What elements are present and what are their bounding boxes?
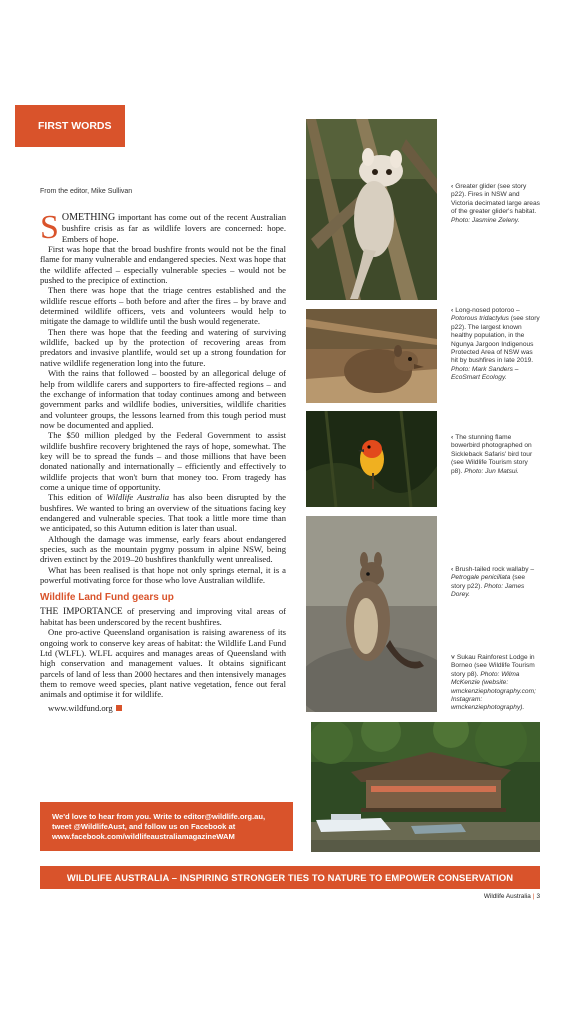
caption-bowerbird	[451, 434, 541, 476]
paragraph-3: Then there was hope that the triage centres established and the wildlife rescue efforts – both before and after the fires – by brave and determined wildlife officers, vets and volunteers would help to mitigate the damage to wildlife until the bush would regenerate.	[40, 285, 286, 327]
magazine-title: Wildlife Australia	[106, 492, 170, 503]
caption-text: (see story p22). The largest known healthy population, in the Ngunya Jargoon Indigenous Protected Area of NSW was hit by bushfires in late 2019.	[451, 315, 540, 365]
flame-bowerbird-photo	[306, 411, 437, 507]
photo-credit: Photo: Wilma McKenzie (website: wmckenziephotography.com; Instagram: wmckenziephotography).	[451, 670, 536, 712]
caption-sukau-lodge	[451, 654, 541, 713]
lead-in: OMETHING	[61, 212, 116, 223]
paragraph-5: With the rains that followed – boosted by an allegorical deluge of help from wildlife carers and supporters to fire-affected regions – and the exchange of information that today continues among and between government parks and wildlife bodies, universities, wildlife charities and volunteer groups, the lessons learned from this tough period must now be documented and applied.	[40, 368, 286, 430]
contact-box: We'd love to hear from you. Write to editor@wildlife.org.au, tweet @WildlifeAust, and follow us on Facebook at www.facebook.com/wildlifeaustraliamagazineWAM	[40, 802, 293, 851]
byline: From the editor, Mike Sullivan	[40, 188, 133, 195]
website-line	[40, 703, 286, 713]
folio-separator: |	[532, 893, 535, 900]
photo-credit: Photo: Jun Matsui.	[464, 467, 519, 475]
caption-rock-wallaby	[451, 566, 541, 600]
chevron-left-icon: ‹	[451, 307, 454, 314]
footer-banner: WILDLIFE AUSTRALIA – INSPIRING STRONGER TIES TO NATURE TO EMPOWER CONSERVATION	[40, 866, 540, 889]
lead-in: THE IMPORTANCE	[40, 606, 123, 617]
paragraph-7	[40, 492, 286, 533]
caption-potoroo	[451, 307, 541, 383]
drop-cap: S	[40, 209, 59, 246]
paragraph-text: of preserving and improving vital areas of habitat has been underscored by the recent bushfires.	[40, 605, 286, 628]
paragraph-1	[40, 209, 286, 246]
page-folio	[484, 893, 540, 900]
subheading: Wildlife Land Fund gears up	[40, 592, 174, 604]
end-mark-icon	[116, 705, 122, 711]
caption-greater-glider	[451, 183, 541, 225]
photo-credit: Photo: James Dorey.	[451, 582, 525, 599]
editorial-article	[40, 209, 286, 713]
caption-species: Brush-tailed rock wallaby –	[455, 566, 534, 573]
paragraph-text: This edition of	[48, 492, 107, 503]
caption-text: Greater glider (see story p22). Fires in NSW and Victoria decimated large areas of the greater glider's habitat.	[451, 183, 540, 216]
chevron-left-icon: ‹	[451, 566, 454, 573]
section-label: FIRST WORDS	[15, 105, 125, 147]
paragraph-6: The $50 million pledged by the Federal Government to assist wildlife bushfire recovery brightened the rays of hope, somewhat. The key will be to spread the funds – and those millions that have been donated nationally and internationally – efficiently and effectively to wildlife projects that won't burn that money too. From tragedy has come a unique time of opportunity.	[40, 430, 286, 492]
subsection-paragraph-2: One pro-active Queensland organisation is raising awareness of its ongoing work to conserve key areas of habitat: the Wildlife Land Fund Ltd (WLFL). WLFL acquires and manages areas of Queensland with high conservation and management values. It obtains significant parcels of land of less than 2000 hectares and then intensively manages them to remove weed species, plant native vegetation, fence out feral animals and optimise it for wildlife.	[40, 627, 286, 700]
caption-latin-name: Potorous tridactylus	[451, 315, 509, 323]
chevron-left-icon: ‹	[451, 183, 454, 190]
chevron-down-icon: ˅	[451, 654, 455, 661]
photo-credit: Photo: Mark Sanders – EcoSmart Ecology.	[451, 365, 519, 382]
rock-wallaby-photo	[306, 516, 437, 712]
caption-text: (see story p22).	[451, 574, 526, 590]
folio-title: Wildlife Australia	[483, 893, 531, 900]
paragraph-2: First was hope that the broad bushfire fronts would not be the final flame for many vulnerable and endangered species. Next was hope that the wildlife affected – especially vulnerable species – would not be pushed to the precipice of extinction.	[40, 244, 286, 286]
website-link[interactable]: www.wildfund.org	[48, 702, 113, 713]
paragraph-4: Then there was hope that the feeding and watering of surviving wildlife, backed up by the protection of recovering areas from predators and invasive plantlife, would set up a strong foundation for native wildlife regeneration long into the future.	[40, 326, 286, 368]
sukau-lodge-photo	[311, 722, 540, 852]
photo-credit: Photo: Jasmine Zeleny.	[451, 216, 520, 224]
caption-text: Sukau Rainforest Lodge in Borneo (see Wildlife Tourism story p8).	[451, 654, 535, 678]
paragraph-8: Although the damage was immense, early fears about endangered species, such as the mountain pygmy possum in alpine NSW, being driven extinct by the 2019–20 bushfires thankfully went unrealised.	[40, 533, 286, 565]
paragraph-9: What has been realised is that hope not only springs eternal, it is a powerful motivating force for those who love Australian wildlife.	[40, 564, 286, 586]
paragraph-text: has also been disrupted by the bushfires. We wanted to bring an overview of the situations facing key endangered and vulnerable species. That took a little more time than we anticipated, so this Autumn edition is later than usual.	[40, 492, 286, 534]
caption-species: Long-nosed potoroo –	[455, 307, 520, 314]
caption-text: The stunning flame bowerbird photographed on Sickleback Safaris' bird tour (see Wildlife Tourism story p8).	[451, 434, 533, 475]
subsection-paragraph-1	[40, 606, 286, 628]
caption-latin-name: Petrogale penicillata	[451, 574, 511, 582]
potoroo-photo	[306, 309, 437, 403]
greater-glider-photo	[306, 119, 437, 300]
chevron-left-icon: ‹	[451, 434, 454, 441]
page-number: 3	[536, 893, 540, 900]
paragraph-text: important has come out of the recent Australian bushfire crisis as far as wildlife lovers are concerned: hope. Embers of hope.	[61, 212, 286, 244]
